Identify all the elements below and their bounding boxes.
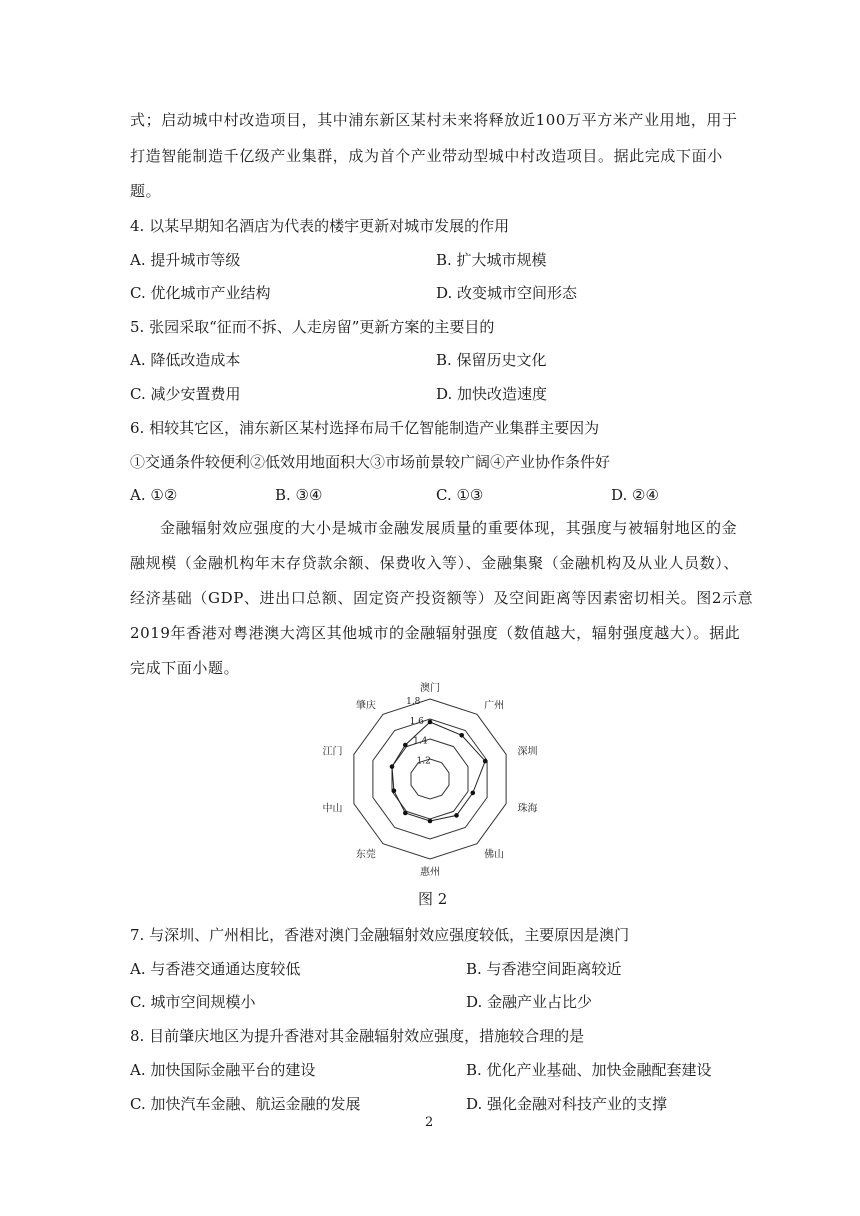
question-4-stem: 4. 以某早期知名酒店为代表的楼宇更新对城市发展的作用 — [130, 217, 510, 235]
passage2-line-3: 经济基础（GDP、进出口总额、固定资产投资额等）及空间距离等因素密切相关。图2示意 — [130, 589, 754, 607]
radar-category-label: 广州 — [484, 700, 505, 712]
question-5-option-c: C. 减少安置费用 — [130, 385, 241, 403]
passage2-line-4: 2019年香港对粤港澳大湾区其他城市的金融辐射强度（数值越大，辐射强度越大）。据此 — [130, 624, 741, 642]
question-7-stem: 7. 与深圳、广州相比，香港对澳门金融辐射效应强度较低，主要原因是澳门 — [130, 926, 630, 944]
radar-ring-label: 1.2 — [416, 756, 431, 767]
passage1-line-3: 题。 — [130, 182, 162, 200]
question-4-option-a: A. 提升城市等级 — [130, 251, 241, 269]
passage1-line-1: 式；启动城中村改造项目，其中浦东新区某村未来将释放近100万平方米产业用地，用于 — [130, 111, 738, 129]
question-8-stem: 8. 目前肇庆地区为提升香港对其金融辐射效应强度，措施较合理的是 — [130, 1027, 585, 1045]
radar-point-4 — [471, 791, 476, 796]
question-6-statements: ①交通条件较便利②低效用地面积大③市场前景较广阔④产业协作条件好 — [130, 453, 611, 471]
question-7-option-b: B. 与香港空间距离较近 — [466, 960, 622, 978]
question-5-option-d: D. 加快改造速度 — [436, 385, 548, 403]
question-6-option-a: A. ①② — [130, 486, 178, 504]
radar-point-9 — [390, 764, 395, 769]
question-6-option-c: C. ①③ — [436, 486, 484, 504]
question-6-option-d: D. ②④ — [611, 486, 659, 504]
question-5-option-a: A. 降低改造成本 — [130, 351, 241, 369]
radar-series-line — [392, 722, 485, 821]
passage1-line-2: 打造智能制造千亿级产业集群，成为首个产业带动型城中村改造项目。据此完成下面小 — [130, 147, 723, 165]
radar-category-label: 肇庆 — [355, 700, 376, 712]
question-7-option-d: D. 金融产业占比少 — [466, 993, 593, 1011]
question-7-option-c: C. 城市空间规模小 — [130, 993, 256, 1011]
page-number: 2 — [425, 1115, 434, 1130]
passage2-line-5: 完成下面小题。 — [130, 659, 240, 677]
radar-category-label: 佛山 — [484, 849, 505, 861]
radar-point-10 — [403, 743, 408, 748]
radar-point-5 — [454, 813, 459, 818]
radar-point-8 — [392, 788, 397, 793]
radar-ring-label: 1.6 — [409, 716, 424, 727]
question-8-option-a: A. 加快国际金融平台的建设 — [130, 1061, 316, 1079]
radar-category-label: 惠州 — [420, 867, 440, 878]
radar-ring-2 — [392, 736, 468, 819]
radar-ring-label: 1.4 — [413, 736, 428, 747]
radar-point-6 — [428, 819, 433, 824]
question-8-option-c: C. 加快汽车金融、航运金融的发展 — [130, 1095, 361, 1113]
radar-category-label: 珠海 — [517, 803, 538, 815]
question-8-option-d: D. 强化金融对科技产业的支撑 — [466, 1095, 668, 1113]
radar-ring-label: 1.8 — [406, 697, 421, 708]
question-7-option-a: A. 与香港交通通达度较低 — [130, 960, 301, 978]
radar-chart — [320, 680, 550, 880]
question-4-option-d: D. 改变城市空间形态 — [436, 284, 578, 302]
radar-point-2 — [459, 733, 464, 738]
question-6-option-b: B. ③④ — [275, 486, 323, 504]
question-5-stem: 5. 张园采取“征而不拆、人走房留”更新方案的主要目的 — [130, 318, 495, 336]
radar-category-label: 中山 — [322, 803, 343, 815]
question-5-option-b: B. 保留历史文化 — [436, 351, 547, 369]
radar-point-3 — [483, 759, 488, 764]
question-4-option-b: B. 扩大城市规模 — [436, 251, 547, 269]
question-6-stem: 6. 相较其它区，浦东新区某村选择布局千亿智能制造产业集群主要因为 — [130, 419, 600, 437]
radar-point-7 — [403, 811, 408, 816]
question-8-option-b: B. 优化产业基础、加快金融配套建设 — [466, 1061, 712, 1079]
radar-category-label: 澳门 — [420, 683, 440, 694]
question-4-option-c: C. 优化城市产业结构 — [130, 284, 271, 302]
radar-category-label: 东莞 — [355, 849, 376, 861]
passage2-line-1: 金融辐射效应强度的大小是城市金融发展质量的重要体现，其强度与被辐射地区的金 — [160, 519, 738, 537]
radar-category-label: 江门 — [322, 746, 343, 758]
passage2-line-2: 融规模（金融机构年末存贷款余额、保费收入等）、金融集聚（金融机构及从业人员数）、 — [130, 554, 740, 572]
radar-point-1 — [428, 720, 433, 725]
figure-caption: 图 2 — [418, 890, 448, 908]
radar-category-label: 深圳 — [517, 746, 538, 758]
